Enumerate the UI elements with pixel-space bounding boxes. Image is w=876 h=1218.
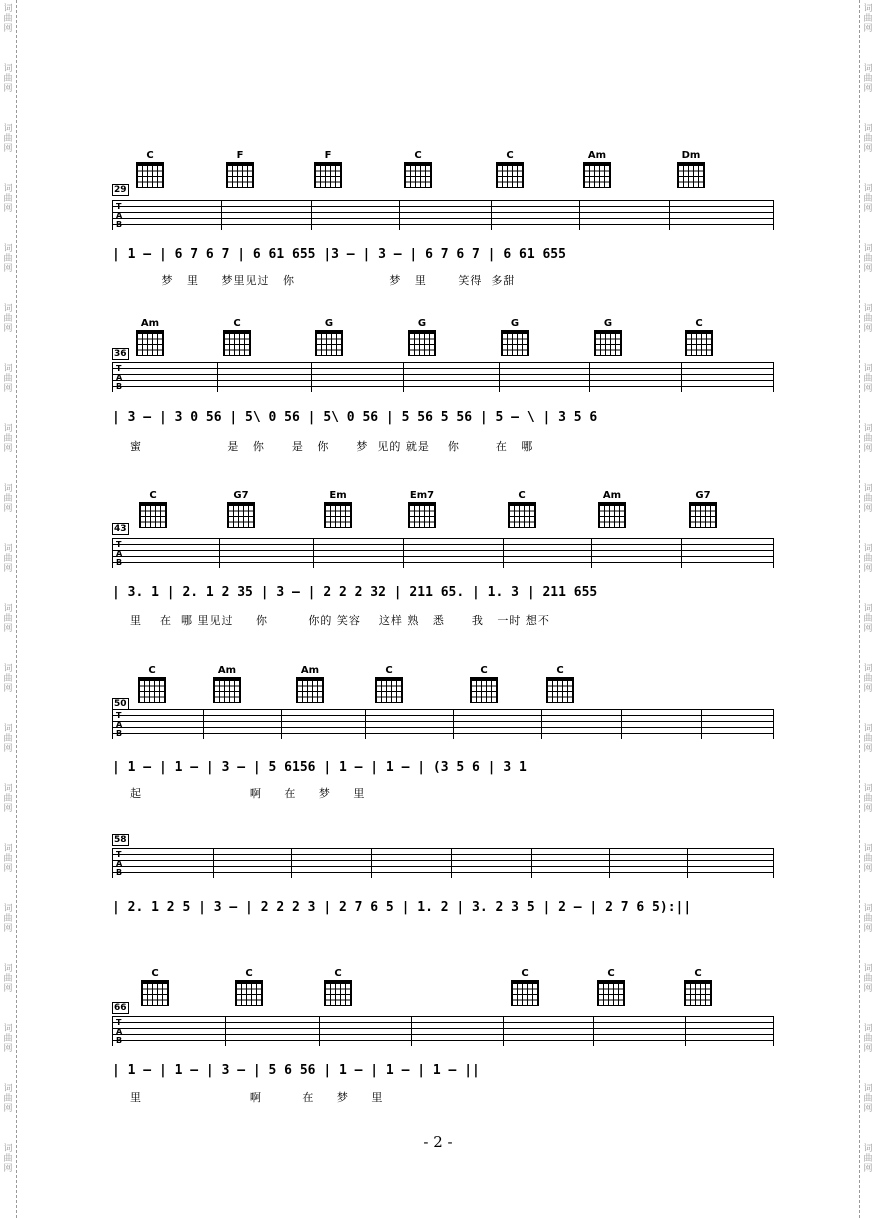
watermark-text: 词 曲 网 bbox=[863, 124, 873, 154]
watermark-text: 词 曲 网 bbox=[3, 184, 13, 214]
watermark-text: 词 曲 网 bbox=[3, 124, 13, 154]
watermark-text: 词 曲 网 bbox=[3, 1024, 13, 1054]
lyrics-line: 里 在 哪 里见过 你 你的 笑容 这样 熟 悉 我 一时 想不 bbox=[130, 614, 550, 627]
chord-diagram: Em bbox=[323, 490, 353, 528]
watermark-text: 词 曲 网 bbox=[863, 544, 873, 574]
watermark-text: 词 曲 网 bbox=[863, 784, 873, 814]
chord-diagram: C bbox=[234, 968, 264, 1006]
watermark-text: 词 曲 网 bbox=[3, 964, 13, 994]
measure-number: 66 bbox=[114, 1003, 127, 1013]
measure-number: 50 bbox=[114, 699, 127, 709]
watermark-text: 词 曲 网 bbox=[3, 544, 13, 574]
lyrics-line: 起 啊 在 梦 里 bbox=[130, 787, 366, 800]
watermark-text: 词 曲 网 bbox=[3, 604, 13, 634]
chord-diagram: Am bbox=[212, 665, 242, 703]
watermark-text: 词 曲 网 bbox=[863, 184, 873, 214]
chord-diagram: C bbox=[140, 968, 170, 1006]
chord-diagram: C bbox=[596, 968, 626, 1006]
tab-staff bbox=[112, 200, 774, 230]
chord-diagram: C bbox=[495, 150, 525, 188]
jianpu-notes: | 2. 1 2 5 | 3 — | 2 2 2 3 | 2 7 6 5 | 1. 2 | 3. 2 3 5 | 2 — | 2 7 6 5):|| bbox=[112, 900, 692, 915]
watermark-text: 词 曲 网 bbox=[863, 724, 873, 754]
chord-diagram: Dm bbox=[676, 150, 706, 188]
watermark-text: 词 曲 网 bbox=[3, 664, 13, 694]
jianpu-notes: | 1 — | 6 7 6 7 | 6 61 655 |3 — | 3 — | 6 7 6 7 | 6 61 655 bbox=[112, 247, 566, 262]
page-number: - 2 - bbox=[423, 1133, 453, 1151]
lyrics-line: 梦 里 梦里见过 你 梦 里 笑得 多甜 bbox=[130, 274, 516, 287]
watermark-text: 词 曲 网 bbox=[863, 4, 873, 34]
left-watermark-strip bbox=[0, 0, 17, 1218]
measure-number: 29 bbox=[114, 185, 127, 195]
chord-diagram: C bbox=[222, 318, 252, 356]
measure-number: 58 bbox=[114, 835, 127, 845]
chord-diagram: Am bbox=[295, 665, 325, 703]
watermark-text: 词 曲 网 bbox=[3, 1144, 13, 1174]
watermark-text: 词 曲 网 bbox=[863, 1084, 873, 1114]
watermark-text: 词 曲 网 bbox=[863, 964, 873, 994]
tab-clef: T A B bbox=[116, 850, 123, 877]
watermark-text: 词 曲 网 bbox=[863, 364, 873, 394]
watermark-text: 词 曲 网 bbox=[863, 244, 873, 274]
watermark-text: 词 曲 网 bbox=[863, 1144, 873, 1174]
watermark-text: 词 曲 网 bbox=[3, 304, 13, 334]
chord-diagram: C bbox=[545, 665, 575, 703]
jianpu-notes: | 1 — | 1 — | 3 — | 5 6 56 | 1 — | 1 — | 1 — || bbox=[112, 1063, 480, 1078]
watermark-text: 词 曲 网 bbox=[3, 484, 13, 514]
tab-staff bbox=[112, 538, 774, 568]
tab-staff bbox=[112, 848, 774, 878]
tab-staff bbox=[112, 1016, 774, 1046]
chord-diagram: F bbox=[225, 150, 255, 188]
chord-diagram: C bbox=[683, 968, 713, 1006]
jianpu-notes: | 3. 1 | 2. 1 2 35 | 3 — | 2 2 2 32 | 211 65. | 1. 3 | 211 655 bbox=[112, 585, 598, 600]
tab-staff bbox=[112, 709, 774, 739]
chord-diagram: F bbox=[313, 150, 343, 188]
watermark-text: 词 曲 网 bbox=[863, 484, 873, 514]
right-watermark-strip bbox=[859, 0, 876, 1218]
chord-diagram: Am bbox=[597, 490, 627, 528]
chord-diagram: G bbox=[593, 318, 623, 356]
chord-diagram: G bbox=[314, 318, 344, 356]
tab-clef: T A B bbox=[116, 1018, 123, 1045]
watermark-text: 词 曲 网 bbox=[3, 64, 13, 94]
watermark-text: 词 曲 网 bbox=[863, 844, 873, 874]
chord-diagram: G bbox=[500, 318, 530, 356]
watermark-text: 词 曲 网 bbox=[863, 1024, 873, 1054]
lyrics-line: 里 啊 在 梦 里 bbox=[130, 1091, 384, 1104]
watermark-text: 词 曲 网 bbox=[3, 904, 13, 934]
chord-diagram: C bbox=[138, 490, 168, 528]
watermark-text: 词 曲 网 bbox=[863, 664, 873, 694]
watermark-text: 词 曲 网 bbox=[863, 424, 873, 454]
watermark-text: 词 曲 网 bbox=[3, 724, 13, 754]
tab-clef: T A B bbox=[116, 540, 123, 567]
chord-diagram: C bbox=[684, 318, 714, 356]
measure-number: 43 bbox=[114, 524, 127, 534]
chord-diagram: C bbox=[507, 490, 537, 528]
jianpu-notes: | 3 — | 3 0 56 | 5\ 0 56 | 5\ 0 56 | 5 56 5 56 | 5 — \ | 3 5 6 bbox=[112, 410, 598, 425]
watermark-text: 词 曲 网 bbox=[3, 1084, 13, 1114]
chord-diagram: Em7 bbox=[407, 490, 437, 528]
lyrics-line: 蜜 是 你 是 你 梦 见的 就是 你 在 哪 bbox=[130, 440, 534, 453]
watermark-text: 词 曲 网 bbox=[3, 4, 13, 34]
watermark-text: 词 曲 网 bbox=[3, 844, 13, 874]
chord-diagram: G bbox=[407, 318, 437, 356]
chord-diagram: G7 bbox=[226, 490, 256, 528]
chord-diagram: G7 bbox=[688, 490, 718, 528]
watermark-text: 词 曲 网 bbox=[3, 244, 13, 274]
tab-staff bbox=[112, 362, 774, 392]
chord-diagram: C bbox=[403, 150, 433, 188]
measure-number: 36 bbox=[114, 349, 127, 359]
watermark-text: 词 曲 网 bbox=[3, 424, 13, 454]
watermark-text: 词 曲 网 bbox=[863, 904, 873, 934]
watermark-text: 词 曲 网 bbox=[863, 64, 873, 94]
chord-diagram: C bbox=[374, 665, 404, 703]
chord-diagram: C bbox=[137, 665, 167, 703]
tab-clef: T A B bbox=[116, 364, 123, 391]
chord-diagram: C bbox=[323, 968, 353, 1006]
watermark-text: 词 曲 网 bbox=[3, 364, 13, 394]
watermark-text: 词 曲 网 bbox=[863, 604, 873, 634]
watermark-text: 词 曲 网 bbox=[863, 304, 873, 334]
watermark-text: 词 曲 网 bbox=[3, 784, 13, 814]
chord-diagram: C bbox=[135, 150, 165, 188]
tab-clef: T A B bbox=[116, 711, 123, 738]
tab-clef: T A B bbox=[116, 202, 123, 229]
chord-diagram: Am bbox=[135, 318, 165, 356]
chord-diagram: Am bbox=[582, 150, 612, 188]
chord-diagram: C bbox=[510, 968, 540, 1006]
jianpu-notes: | 1 — | 1 — | 3 — | 5 6156 | 1 — | 1 — | (3 5 6 | 3 1 bbox=[112, 760, 527, 775]
chord-diagram: C bbox=[469, 665, 499, 703]
